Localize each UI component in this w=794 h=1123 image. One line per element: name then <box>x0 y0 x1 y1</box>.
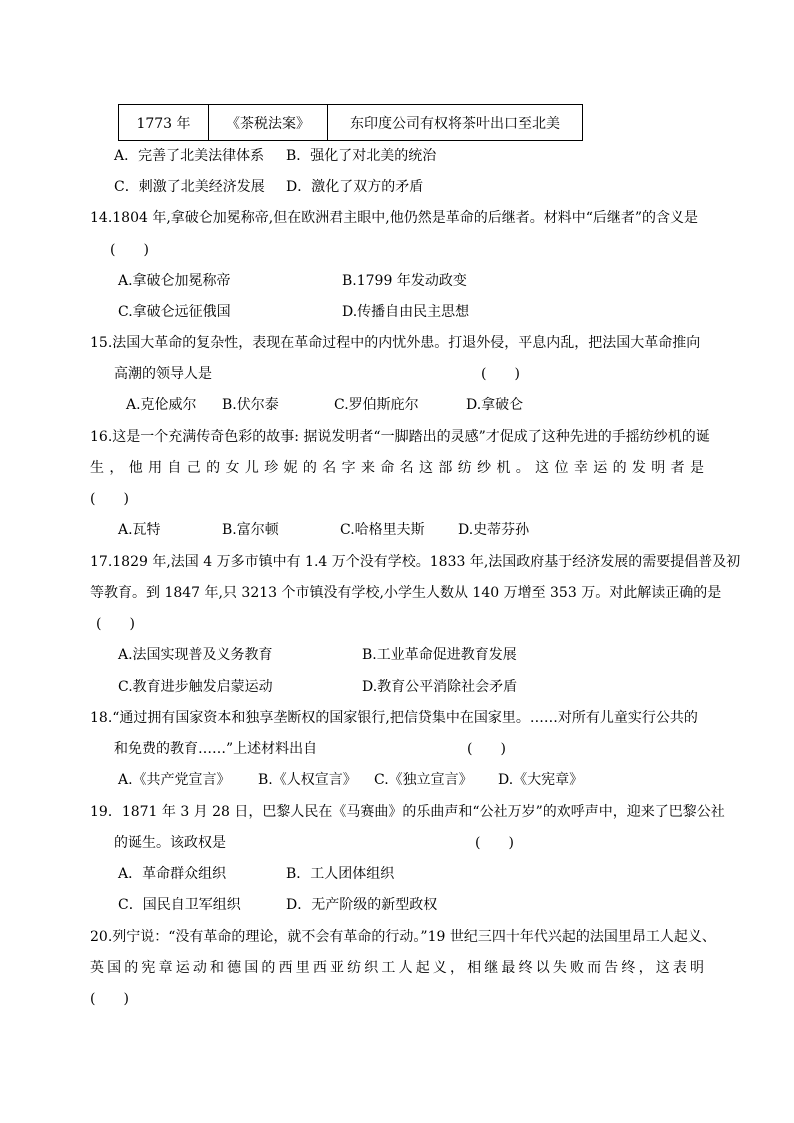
q14-option-b: B.1799 年发动政变 <box>342 273 467 289</box>
q20-stem-line2: 英国的宪章运动和德国的西里西亚纺织工人起义，相继最终以失败而告终，这表明 <box>90 960 704 976</box>
q15-option-c: C.罗伯斯庇尔 <box>334 397 419 413</box>
table-cell-content: 东印度公司有权将茶叶出口至北美 <box>328 105 583 141</box>
q18-option-d: D.《大宪章》 <box>498 772 584 788</box>
q17-stem-line1: 17.1829 年,法国 4 万多市镇中有 1.4 万个没有学校。1833 年,法国政府基于经济发展的需要提倡普及初 <box>90 554 741 570</box>
q15-blank: ( ) <box>481 366 520 382</box>
table-row <box>119 105 583 141</box>
q18-stem-line2: 和免费的教育……”上述材料出自 <box>114 741 318 757</box>
q19-option-a: A．革命群众组织 <box>118 866 227 882</box>
q17-option-b: B.工业革命促进教育发展 <box>362 647 517 663</box>
q19-stem-line1: 19．1871 年 3 月 28 日，巴黎人民在《马赛曲》的乐曲声和“公社万岁”的欢呼声中，迎来了巴黎公社 <box>90 804 725 820</box>
q18-blank: ( ) <box>467 741 506 757</box>
q18-stem-line1: 18.“通过拥有国家资本和独享垄断权的国家银行,把信贷集中在国家里。……对所有儿童实行公共的 <box>90 710 698 726</box>
q13-option-d: D．激化了双方的矛盾 <box>286 179 424 195</box>
q16-stem-line1: 16.这是一个充满传奇色彩的故事: 据说发明者“一脚踏出的灵感”才促成了这种先进的手摇纺纱机的诞 <box>90 429 710 445</box>
q14-option-d: D.传播自由民主思想 <box>342 304 470 320</box>
q13-option-b: B．强化了对北美的统治 <box>286 148 437 164</box>
q19-blank: ( ) <box>475 835 514 851</box>
q15-option-d: D.拿破仑 <box>466 397 524 413</box>
q15-option-a: A.克伦威尔 <box>126 397 197 413</box>
table-cell-year: 1773 年 <box>119 105 209 141</box>
q16-option-d: D.史蒂芬孙 <box>458 522 530 538</box>
q17-blank: ( ) <box>96 616 135 632</box>
q19-stem-line2: 的诞生。该政权是 <box>114 835 226 851</box>
q16-option-b: B.富尔顿 <box>222 522 279 538</box>
q13-option-c: C．刺激了北美经济发展 <box>114 179 265 195</box>
q19-option-c: C．国民自卫军组织 <box>118 897 241 913</box>
q14-blank: ( ) <box>110 242 149 258</box>
q15-option-b: B.伏尔泰 <box>222 397 279 413</box>
table-cell-act: 《茶税法案》 <box>209 105 328 141</box>
q13-option-a: A．完善了北美法律体系 <box>114 148 265 164</box>
q16-option-c: C.哈格里夫斯 <box>340 522 425 538</box>
q18-option-b: B.《人权宣言》 <box>258 772 357 788</box>
q18-option-a: A.《共产党宣言》 <box>118 772 231 788</box>
q14-option-c: C.拿破仑远征俄国 <box>118 304 231 320</box>
q16-stem-line2: 生，他用自己的女儿珍妮的名字来命名这部纺纱机。这位幸运的发明者是 <box>90 460 704 476</box>
q15-stem-line2: 高潮的领导人是 <box>114 366 212 382</box>
q19-option-d: D．无产阶级的新型政权 <box>286 897 438 913</box>
q15-stem-line1: 15.法国大革命的复杂性，表现在革命过程中的内忧外患。打退外侵，平息内乱，把法国大革命推向 <box>90 335 701 351</box>
q17-option-c: C.教育进步触发启蒙运动 <box>118 679 273 695</box>
q16-option-a: A.瓦特 <box>118 522 161 538</box>
q17-stem-line2: 等教育。到 1847 年,只 3213 个市镇没有学校,小学生人数从 140 万增至 353 万。对此解读正确的是 <box>90 585 722 601</box>
q20-stem-line1: 20.列宁说：“没有革命的理论，就不会有革命的行动。”19 世纪三四十年代兴起的法国里昂工人起义、 <box>90 929 716 945</box>
q17-option-a: A.法国实现普及义务教育 <box>118 647 273 663</box>
q17-option-d: D.教育公平消除社会矛盾 <box>362 679 518 695</box>
q19-option-b: B．工人团体组织 <box>286 866 395 882</box>
q20-blank: ( ) <box>90 991 129 1007</box>
q16-blank: ( ) <box>90 491 129 507</box>
q14-stem: 14.1804 年,拿破仑加冕称帝,但在欧洲君主眼中,他仍然是革命的后继者。材料中“后继者”的含义是 <box>90 210 699 226</box>
q18-option-c: C.《独立宣言》 <box>374 772 473 788</box>
q14-option-a: A.拿破仑加冕称帝 <box>118 273 231 289</box>
q13-table <box>118 104 583 141</box>
